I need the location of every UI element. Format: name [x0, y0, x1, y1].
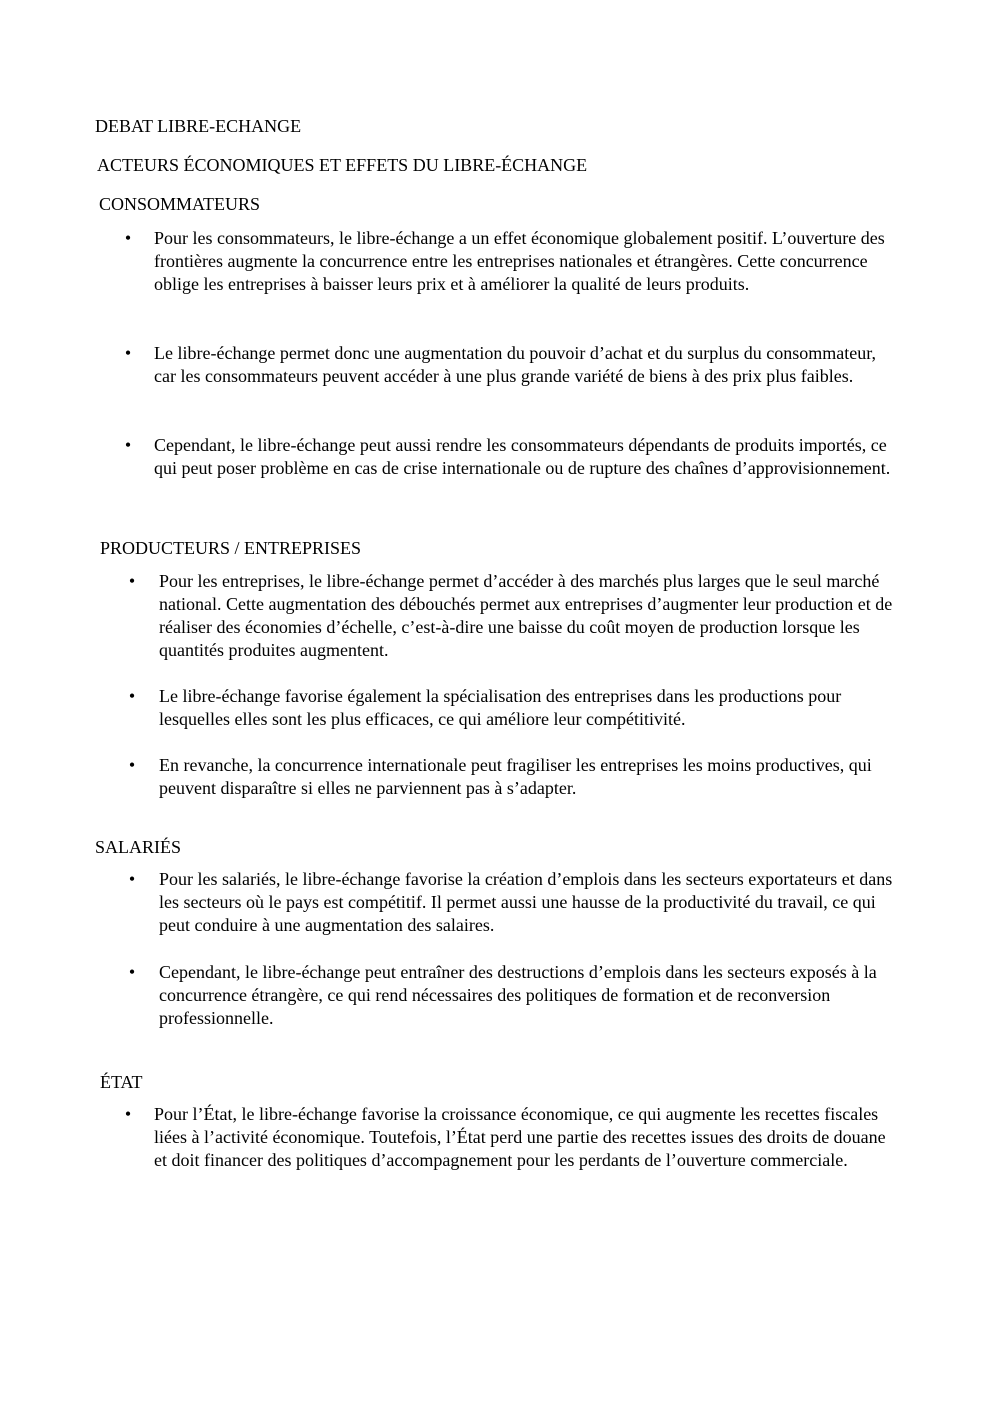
list-item-text: En revanche, la concurrence internationale peut fragiliser les entreprises les moins productives, qui peuvent disparaître si elles ne parviennent pas à s’adapter.	[159, 755, 872, 798]
bullet-marker: •	[128, 755, 136, 775]
list-item-text: Pour l’État, le libre-échange favorise la croissance économique, ce qui augmente les recettes fiscales liées à l’activité économique. Toutefois, l’État perd une partie des recettes issues des droits de douane et doit financer des politiques d’accompagnement pour les perdants de l’ouverture commerciale.	[154, 1104, 886, 1170]
bullet-marker: •	[128, 571, 136, 591]
bullet-marker: •	[124, 343, 132, 363]
section-heading-consommateurs: CONSOMMATEURS	[99, 194, 261, 214]
document-title: DEBAT LIBRE-ECHANGE	[95, 116, 302, 136]
list-item-text: Le libre-échange favorise également la spécialisation des entreprises dans les productions pour lesquelles elles sont les plus efficaces, ce qui améliore leur compétitivité.	[159, 686, 842, 729]
bullet-marker: •	[124, 228, 132, 248]
section-heading-etat: ÉTAT	[100, 1072, 143, 1092]
list-item-text: Pour les salariés, le libre-échange favorise la création d’emplois dans les secteurs exportateurs et dans les secteurs où le pays est compétitif. Il permet aussi une hausse de la productivité du travail, ce qui peut conduire à une augmentation des salaires.	[159, 869, 893, 935]
bullet-marker: •	[128, 962, 136, 982]
bullet-marker: •	[128, 869, 136, 889]
bullet-marker: •	[128, 686, 136, 706]
list-item-text: Pour les entreprises, le libre-échange permet d’accéder à des marchés plus larges que le seul marché national. Cette augmentation des débouchés permet aux entreprises d’augmenter leur production et de réaliser des économies d’échelle, c’est-à-dire une baisse du coût moyen de production lorsque les quantités produites augmentent.	[159, 571, 893, 660]
list-item-text: Cependant, le libre-échange peut aussi rendre les consommateurs dépendants de produits importés, ce qui peut poser problème en cas de crise internationale ou de rupture des chaînes d’approvisionnement.	[154, 435, 891, 478]
list-item-text: Pour les consommateurs, le libre-échange a un effet économique globalement positif. L’ouverture des frontières augmente la concurrence entre les entreprises nationales et étrangères. Cette concurrence oblige les entreprises à baisser leurs prix et à améliorer la qualité de leurs produits.	[154, 228, 885, 294]
section-heading-producteurs: PRODUCTEURS / ENTREPRISES	[100, 538, 362, 558]
list-item-text: Cependant, le libre-échange peut entraîner des destructions d’emplois dans les secteurs exposés à la concurrence étrangère, ce qui rend nécessaires des politiques de formation et de reconversion professionnelle.	[159, 962, 877, 1028]
bullet-marker: •	[124, 1104, 132, 1124]
section-heading-salaries: SALARIÉS	[95, 837, 182, 857]
document-subtitle: ACTEURS ÉCONOMIQUES ET EFFETS DU LIBRE-ÉCHANGE	[97, 155, 588, 175]
list-item-text: Le libre-échange permet donc une augmentation du pouvoir d’achat et du surplus du consommateur, car les consommateurs peuvent accéder à une plus grande variété de biens à des prix plus faibles.	[154, 343, 877, 386]
bullet-marker: •	[124, 435, 132, 455]
